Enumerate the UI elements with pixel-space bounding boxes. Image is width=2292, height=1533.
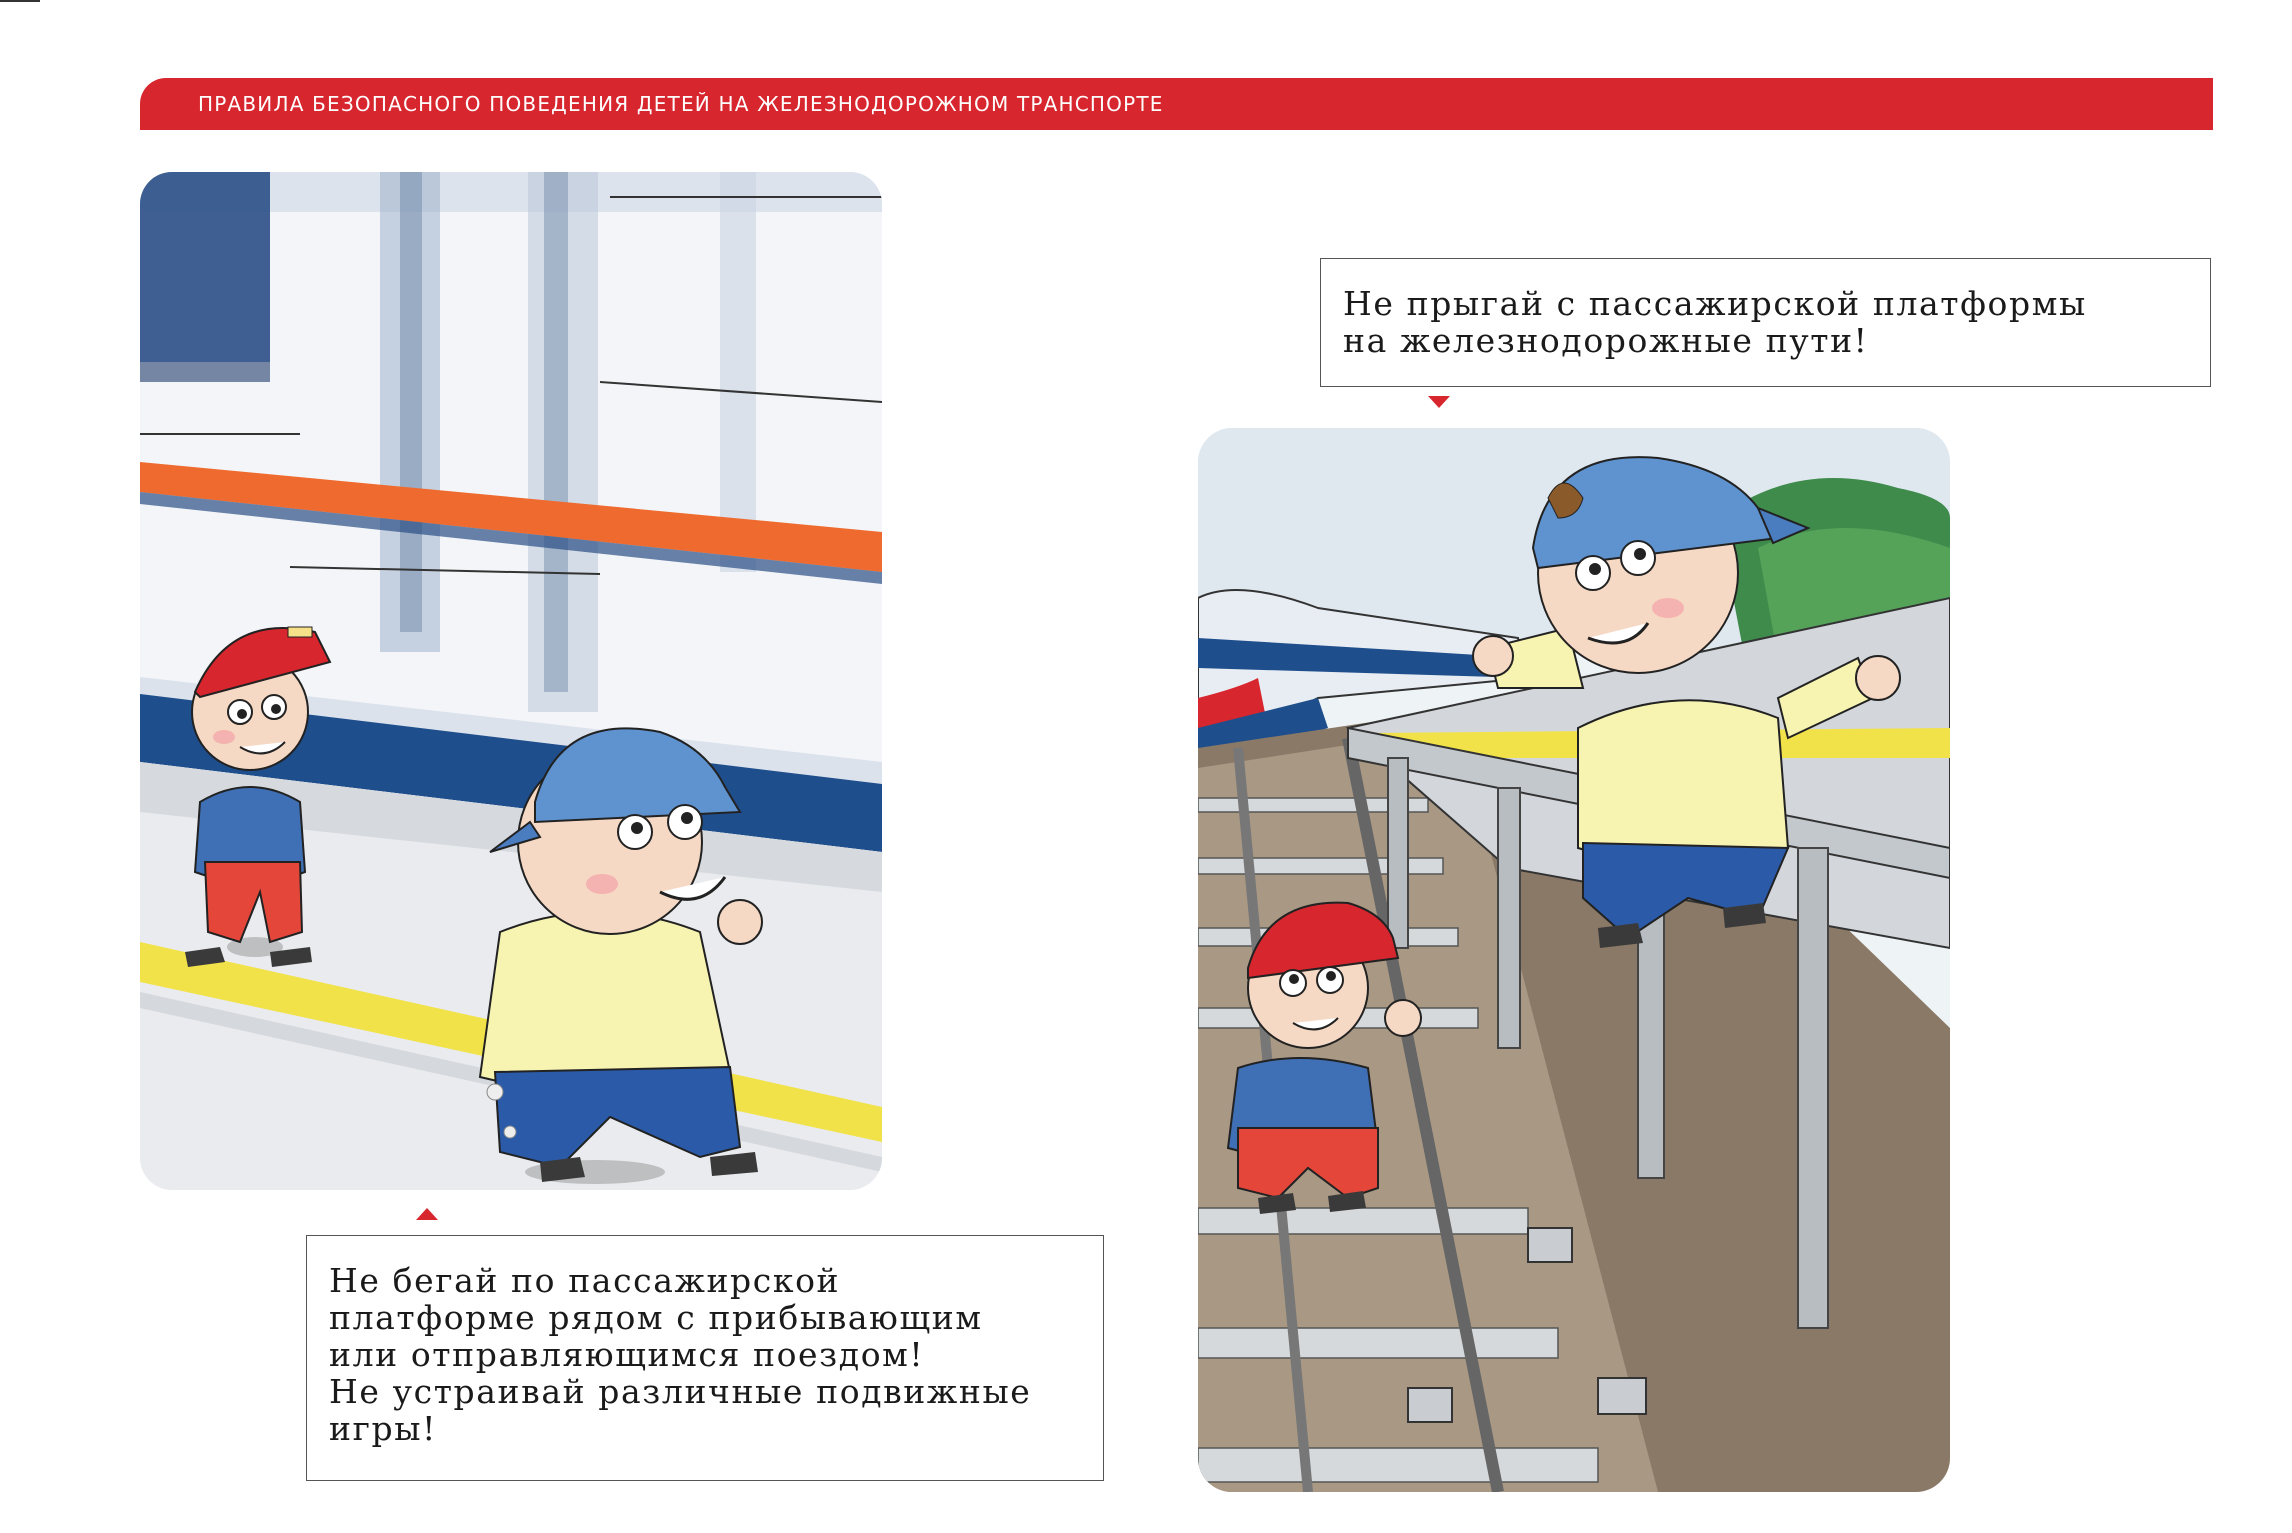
caption-pointer-right	[1428, 396, 1450, 408]
caption-right-box	[1320, 258, 2211, 387]
caption-right-line: на железнодорожные пути!	[1343, 321, 1869, 360]
header-bar	[140, 78, 2213, 130]
caption-pointer-left	[416, 1208, 438, 1220]
caption-right-line: Не прыгай с пассажирской платформы	[1343, 284, 2087, 323]
caption-left-box	[306, 1235, 1104, 1481]
running-boys-illustration	[140, 172, 882, 1190]
caption-left-line: или отправляющимся поездом!	[329, 1335, 925, 1374]
corner-crop-mark	[0, 0, 40, 2]
caption-left-line: Не бегай по пассажирской	[329, 1261, 841, 1300]
caption-left-line: Не устраивай различные подвижные	[329, 1372, 1032, 1411]
illustration-running-on-platform	[140, 172, 882, 1190]
caption-left-line: платформе рядом с прибывающим	[329, 1298, 983, 1337]
caption-left-line: игры!	[329, 1409, 437, 1448]
page-title: ПРАВИЛА БЕЗОПАСНОГО ПОВЕДЕНИЯ ДЕТЕЙ НА ЖЕЛЕЗНОДОРОЖНОМ ТРАНСПОРТЕ	[198, 92, 1164, 116]
illustration-jumping-off-platform	[1198, 428, 1950, 1492]
jumping-boy-illustration	[1198, 428, 1950, 1492]
